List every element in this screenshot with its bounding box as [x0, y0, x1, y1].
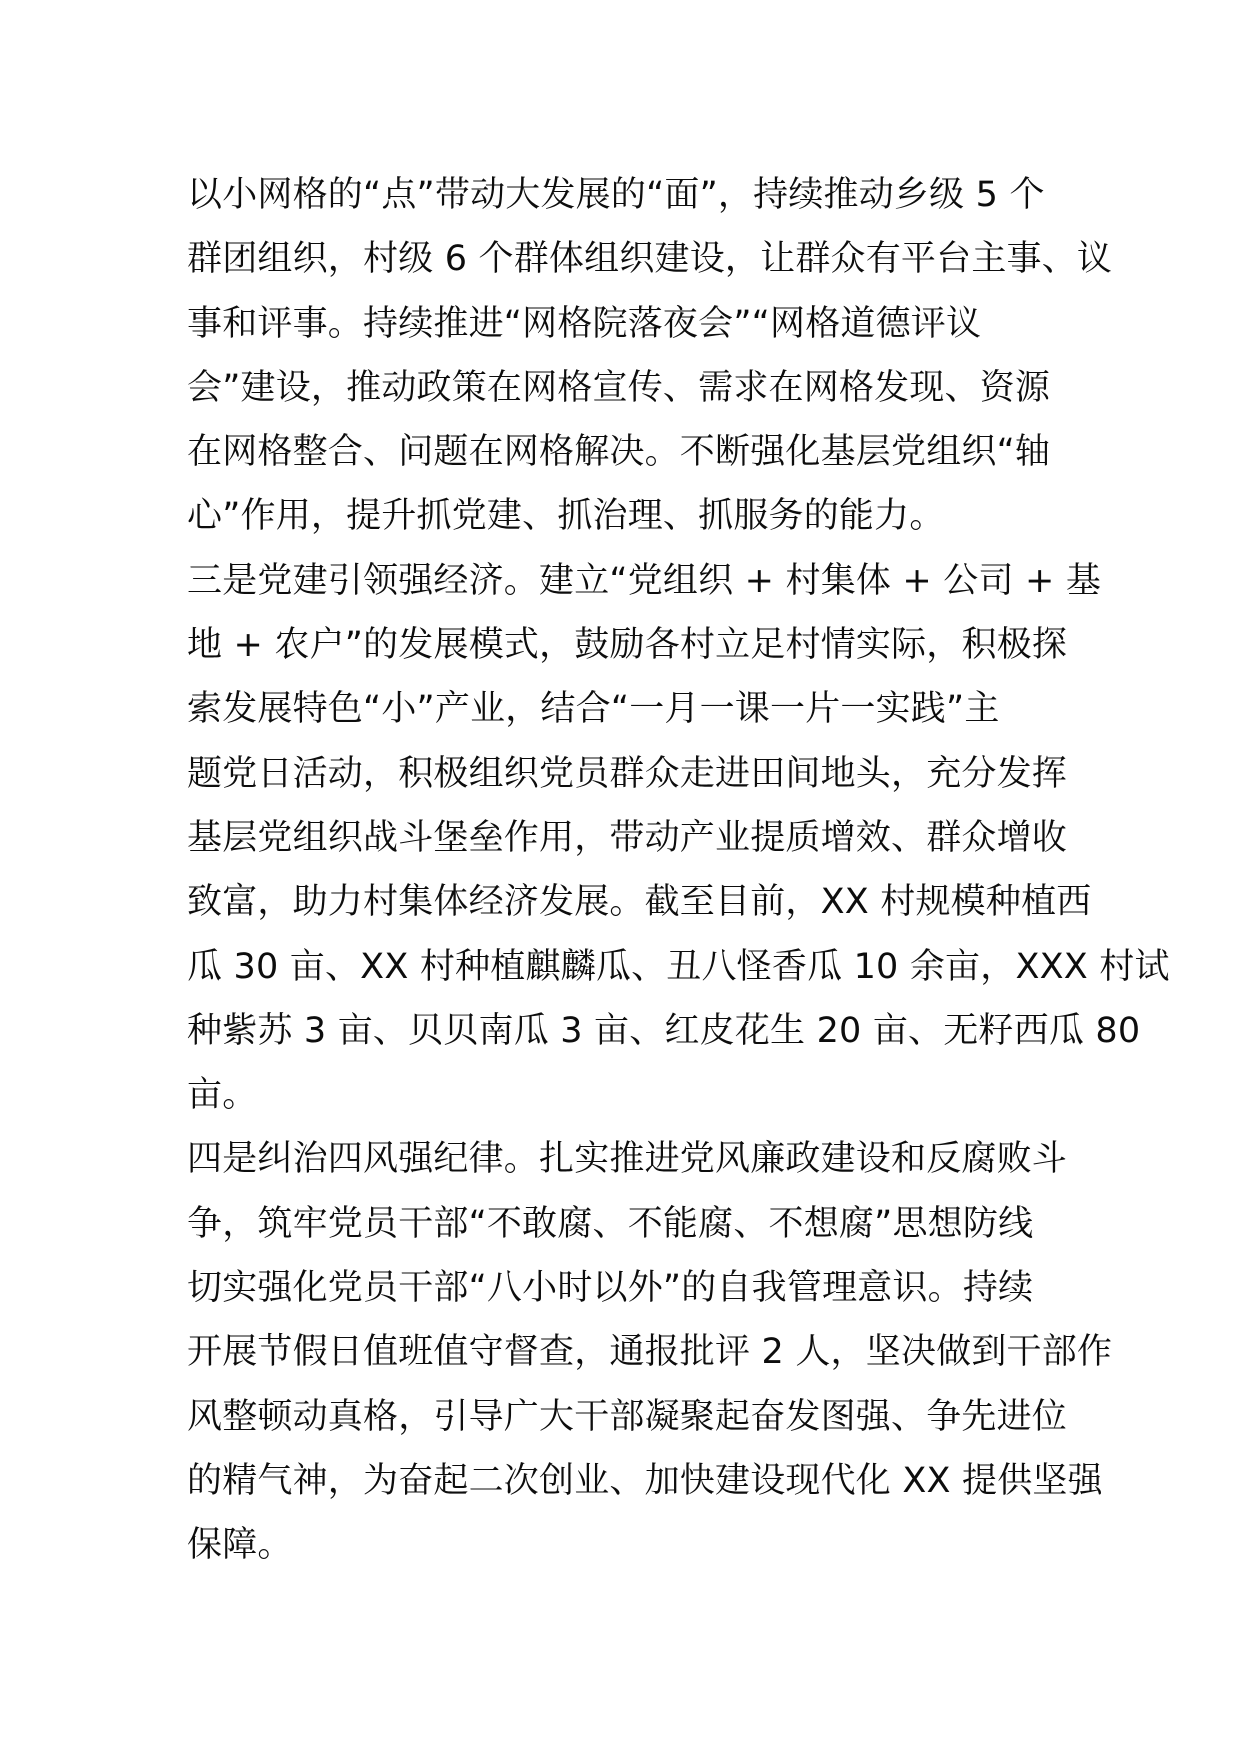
text-line: 群团组织，村级 6 个群体组织建设，让群众有平台主事、议	[187, 239, 1113, 280]
text-line: 题党日活动，积极组织党员群众走进田间地头，充分发挥	[187, 753, 1068, 794]
text-line: 会”建设，推动政策在网格宣传、需求在网格发现、资源	[187, 367, 1051, 408]
text-line: 瓜 30 亩、XX 村种植麒麟瓜、丑八怪香瓜 10 余亩，XXX 村试	[187, 946, 1170, 987]
text-line: 种紫苏 3 亩、贝贝南瓜 3 亩、红皮花生 20 亩、无籽西瓜 80	[187, 1010, 1141, 1051]
text-line: 亩。	[187, 1075, 258, 1116]
text-line: 致富，助力村集体经济发展。截至目前，XX 村规模种植西	[187, 882, 1092, 923]
text-line: 索发展特色“小”产业，结合“一月一课一片一实践”主	[187, 689, 1000, 730]
text-line: 开展节假日值班值守督查，通报批评 2 人，坚决做到干部作	[187, 1332, 1113, 1373]
text-line: 争，筑牢党员干部“不敢腐、不能腐、不想腐”思想防线	[187, 1203, 1034, 1244]
section-heading-line: 四是纠治四风强纪律。扎实推进党风廉政建设和反腐败斗	[187, 1139, 1068, 1180]
text-line: 风整顿动真格，引导广大干部凝聚起奋发图强、争先进位	[187, 1396, 1068, 1437]
text-line: 在网格整合、问题在网格解决。不断强化基层党组织“轴	[187, 432, 1051, 473]
text-line: 的精气神，为奋起二次创业、加快建设现代化 XX 提供坚强	[187, 1460, 1103, 1501]
document-body	[187, 163, 1170, 1578]
text-line: 心”作用，提升抓党建、抓治理、抓服务的能力。	[187, 496, 945, 537]
text-line: 保障。	[187, 1525, 293, 1566]
section-heading-line: 三是党建引领强经济。建立“党组织 + 村集体 + 公司 + 基	[187, 560, 1102, 601]
text-line: 基层党组织战斗堡垒作用，带动产业提质增效、群众增收	[187, 817, 1068, 858]
text-line: 地 + 农户”的发展模式，鼓励各村立足村情实际，积极探	[187, 625, 1068, 666]
text-line: 以小网格的“点”带动大发展的“面”，持续推动乡级 5 个	[187, 175, 1045, 215]
text-line: 切实强化党员干部“八小时以外”的自我管理意识。持续	[187, 1268, 1034, 1309]
text-line: 事和评事。持续推进“网格院落夜会”“网格道德评议	[187, 303, 982, 344]
